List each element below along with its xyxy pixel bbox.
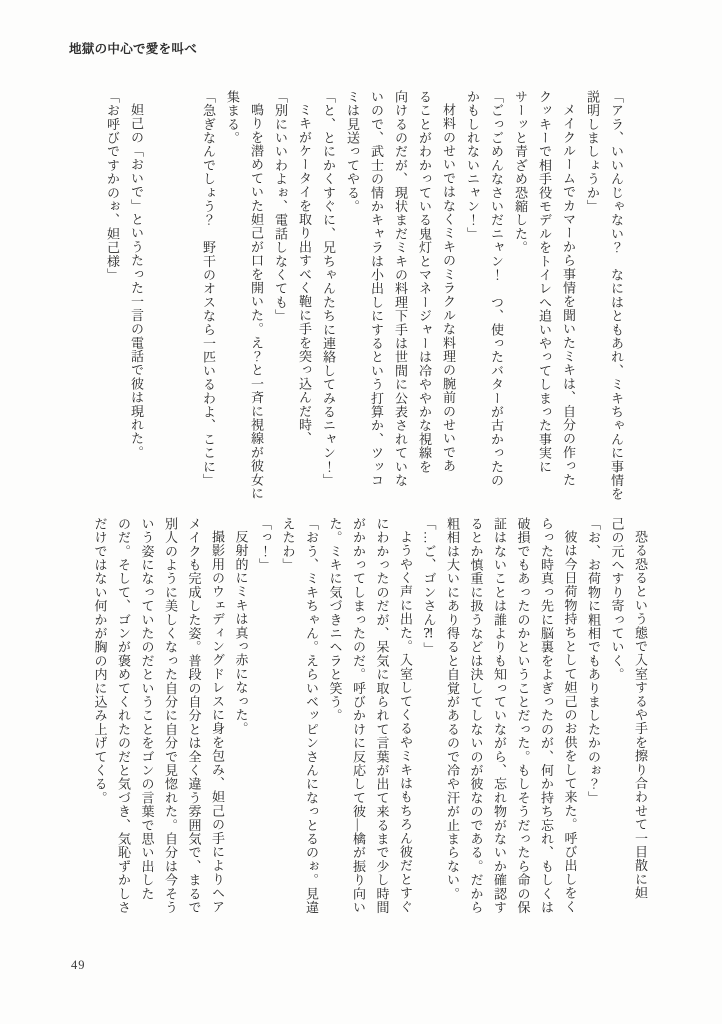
text-line: 「と、とにかくすぐに、兄ちゃんたちに連絡してみるニャン！」: [321, 90, 336, 488]
text-line: えたわ」: [280, 517, 296, 572]
text-line: 別人のように美しくなった自分に自分で見惚れた。自分は今そう: [163, 517, 178, 915]
text-line: 彼は今日荷物持ちとして妲己のお供をして来た。呼び出しをく: [562, 530, 578, 914]
text-line: にわかったのだが、呆気に取られて言葉が出て来るまで少し時間: [374, 517, 390, 915]
text-line: ミは見送ってやる。: [345, 90, 360, 214]
text-line: 証はないことは誰よりも知っていながら、忘れ物がないか確認す: [492, 517, 507, 915]
text-line: クッキーで相手役モデルをトイレへ追いやってしまった事実に: [537, 90, 552, 474]
text-line: いう姿になっていたのだということをゴンの言葉で思い出した: [139, 517, 155, 901]
text-line: らった時真っ先に脳裏をよぎったのが、何か持ち忘れ、もしくは: [539, 517, 554, 915]
text-line: ようやく声に出た。入室してくるやミキはもちろん彼だとすぐ: [398, 530, 413, 914]
text-line: 恐る恐るという態で入室するや手を擦り合わせて一目散に妲: [633, 530, 648, 900]
lower-text-block: [68, 517, 652, 941]
text-line: 撮影用のウェディングドレスに身を包み、妲己の手によりヘア: [210, 530, 225, 914]
text-line: 「アラ、いいんじゃない？ なにはともあれ、ミキちゃんに事情を: [609, 90, 624, 501]
text-line: いので、武士の情かキャラは小出しにするという打算か、ツッコ: [369, 90, 384, 488]
text-line: 「おう、ミキちゃん。えらいベッピンさんになっとるのぉ。見違: [304, 517, 319, 915]
text-line: ミキがケータイを取り出すべく鞄に手を突っ込んだ時、: [297, 103, 312, 446]
text-line: 「お、お荷物に粗相でもありましたかのぉ？」: [586, 517, 601, 805]
text-line: 破損でもあったのかということだった。もしそうだったら命の保: [515, 517, 531, 915]
text-line: 「…ご、ゴンさん⁈」: [421, 517, 437, 656]
running-title: 地獄の中心で愛を叫べ: [69, 42, 198, 56]
text-line: がかかってしまったのだ。呼びかけに反応して彼―檎が振り向い: [351, 517, 366, 915]
text-line: のだ。そして、ゴンが褒めてくれたのだと気づき、気恥ずかしさ: [116, 517, 131, 915]
text-line: だけではない何かが胸の内に込み上げてくる。: [92, 517, 108, 805]
text-line: 妲己の「おいで」というたった一言の電話で彼は現れた。: [129, 103, 144, 460]
text-line: 「別にいいわよぉ、電話しなくても」: [273, 90, 288, 323]
text-line: た。ミキに気づきニヘラと笑う。: [327, 517, 343, 723]
text-line: 粗相は大いにあり得ると自覚があるので冷や汗が止まらない。: [445, 517, 460, 901]
text-line: 集まる。: [225, 90, 240, 145]
text-line: メイクルームでカマーから事情を聞いたミキは、自分の作った: [561, 103, 576, 487]
text-line: 「ごっごめんなさいだニャン！ つ、使ったバターが古かったの: [489, 90, 504, 488]
upper-text-block: [92, 90, 628, 514]
text-line: かもしれないニャン！」: [465, 90, 480, 241]
text-line: 材料のせいではなくミキのミラクルな料理の腕前のせいであ: [441, 103, 456, 473]
text-line: 「急ぎなんでしょう？ 野干のオスなら一匹いるわよ、ここに」: [201, 90, 216, 488]
text-line: 鳴りを潜めていた妲己が口を開いた。え？と一斉に視線が彼女に: [249, 103, 264, 501]
text-line: 向けるのだが、現状まだミキの料理下手は世間に公表されていな: [393, 90, 408, 488]
text-line: 己の元へすり寄っていく。: [609, 517, 625, 682]
page-number: 49: [71, 958, 86, 972]
text-line: るとか慎重に扱うなどは決してしないのが彼なのである。だから: [468, 517, 484, 915]
text-line: 「お呼びですかのぉ、妲己様」: [105, 90, 120, 282]
text-line: 「っ！」: [257, 517, 272, 572]
text-line: 反射的にミキは真っ赤になった。: [233, 530, 249, 736]
text-line: 説明しましょうか」: [585, 90, 600, 214]
text-line: メイクも完成した姿。普段の自分とは全く違う雰囲気で、まるで: [186, 517, 202, 915]
text-line: サーッと青ざめ恐縮した。: [513, 90, 528, 255]
text-line: ることがわかっている鬼灯とマネージャーは冷ややかな視線を: [417, 90, 432, 474]
